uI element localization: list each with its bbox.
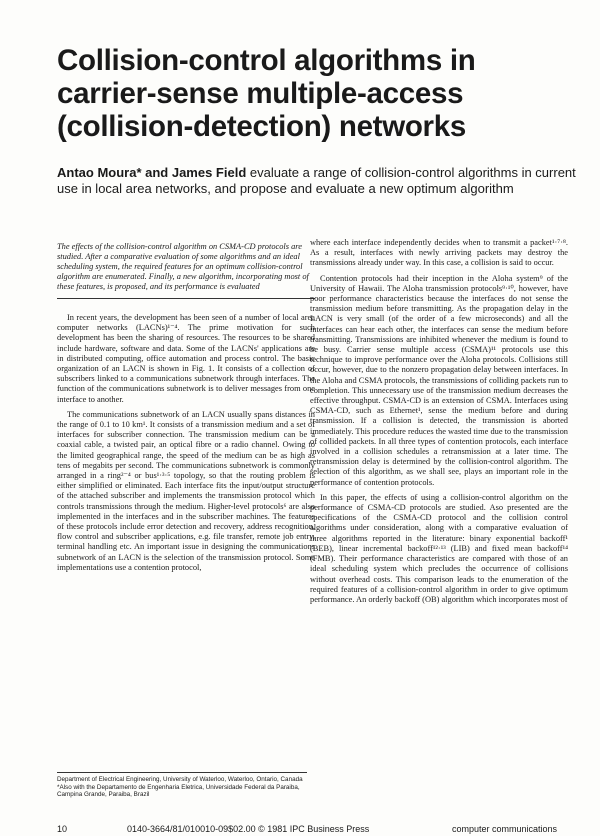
journal-name: computer communications bbox=[451, 824, 557, 834]
abstract: The effects of the collision-control algorithm on CSMA-CD protocols are studied. After a comparative evaluation of some algorithms and an ideal scheduling system, the required features for an optimum collision-control algorithm are enumerated. Finally, a new algorithm, incorporating most of these features, is proposed, and its performance is evaluated bbox=[57, 242, 315, 299]
body-paragraph: In recent years, the development has been seen of a number of local area computer networks (LACNs)¹⁻⁴. The prime motivation for such development has been the sharing of resources. The resources to be shared include hardware, software and data. Some of the LACNs' applications are in distributed computing, office automation and process control. The basic organization of an LACN is shown in Fig. 1. It consists of a collection of subscribers linked to a communications subnetwork through interfaces. The function of the communications subnetwork is to deliver messages from one interface to another. bbox=[57, 313, 315, 404]
affiliation-footnote: *Also with the Departamento de Engenharia Eletrica, Universidade Federal da Paraiba, Campina Grande, Paraiba, Brazil bbox=[57, 783, 300, 799]
body-paragraph: where each interface independently decides when to transmit a packet¹·⁷·⁸. As a result, interfaces with newly arriving packets may destroy the transmissions already under way. In this case, a collision is said to occur. bbox=[310, 238, 568, 268]
right-column bbox=[310, 238, 568, 610]
body-paragraph: Contention protocols had their inception in the Aloha system⁹ of the University of Hawaii. The Aloha transmission protocols⁹·¹⁰, however, have poor performance characteristics because the interfaces do not sense the transmission medium before transmitting. As the propagation delay in the LACN is very small (of the order of a few microseconds) and all the interfaces can hear each other, the interfaces can sense the medium before transmitting. Transmissions are inhibited whenever the medium is found to be busy. Carrier sense multiple access (CSMA)¹¹ protocols use this technique to improve performance over the Aloha protocols. Collisions still occur, however, due to the nonzero propagation delay between interfaces. In the Aloha and CSMA protocols, the transmissions of colliding packets run to completion. This unnecessary use of the transmission medium decreases the effective throughput. CSMA-CD is an extension of CSMA. Interfaces using CSMA-CD, such as Ethernet¹, sense the medium before and during transmission. If a collision is detected, the transmission is aborted immediately. This procedure reduces the wasted time due to the transmission of collided packets. In all three types of contention protocols, each interface involved in a collision schedules a retransmission at a later time. The retransmission delay is determined by the collision-control algorithm. The selection of this algorithm, as we shall see, plays an important role in the performance of contention protocols. bbox=[310, 273, 568, 487]
footnotes bbox=[57, 772, 307, 799]
standfirst: evaluate a range of collision-control algorithms in current use in local area networks, and propose and evaluate a new optimum algorithm bbox=[57, 165, 576, 196]
body-paragraph: The communications subnetwork of an LACN usually spans distances in the range of 0.1 to 10 km¹. It consists of a transmission medium and a set of interfaces for subscriber connection. The transmission medium can be a coaxial cable, a twisted pair, an optical fibre or a radio channel. Owing to the limited geographical range, the speed of the medium can be as high as tens of megabits per second. The communications subnetwork is commonly arranged in a ring²⁻⁴ or bus¹·³·⁵ topology, so that the routing problem is either simplified or eliminated. Each interface fits the input/output structure of the attached subscriber and implements the transmission protocol which controls transmissions through the medium. Higher-level protocols⁶ are also implemented in the interfaces and in the subscriber machines. The features of these protocols include error detection and recovery, address recognition, flow control and subscriber applications, e.g. file transfer, remote job entry, terminal handling etc. An important issue in designing the communications subnetwork of an LACN is the selection of the transmission protocol. Some implementations use a contention protocol, bbox=[57, 409, 315, 572]
article-title: Collision-control algorithms in carrier-sense multiple-access (collision-detection) networks bbox=[57, 44, 476, 143]
page-number: 10 bbox=[57, 824, 68, 834]
issn-line: 0140-3664/81/010010-09$02.00 © 1981 IPC Business Press bbox=[127, 824, 370, 834]
byline bbox=[57, 165, 577, 197]
left-column bbox=[57, 242, 315, 578]
body-paragraph: In this paper, the effects of using a collision-control algorithm on the performance of CSMA-CD protocols are studied. Aso presented are the specifications of the CSMA-CD protocol and the collision control algorithms under consideration, along with a comparative evaluation of three algorithms reported in the literature: binary exponential backoff¹ (BEB), linear incremental backoff¹²·¹³ (LIB) and fixed mean backoff¹⁴ (FMB). Their performance characteristics are compared with those of an ideal scheduling system which precludes the occurrence of collisions without overhead costs. This comparison leads to the enumeration of the required features of a collision-control algorithm in order to give optimum performance. An orderly backoff (OB) algorithm which incorporates most of bbox=[310, 492, 568, 604]
affiliation-footnote: Department of Electrical Engineering, University of Waterloo, Waterloo, Ontario, Canada bbox=[57, 776, 303, 783]
authors: Antao Moura* and James Field bbox=[57, 165, 247, 180]
